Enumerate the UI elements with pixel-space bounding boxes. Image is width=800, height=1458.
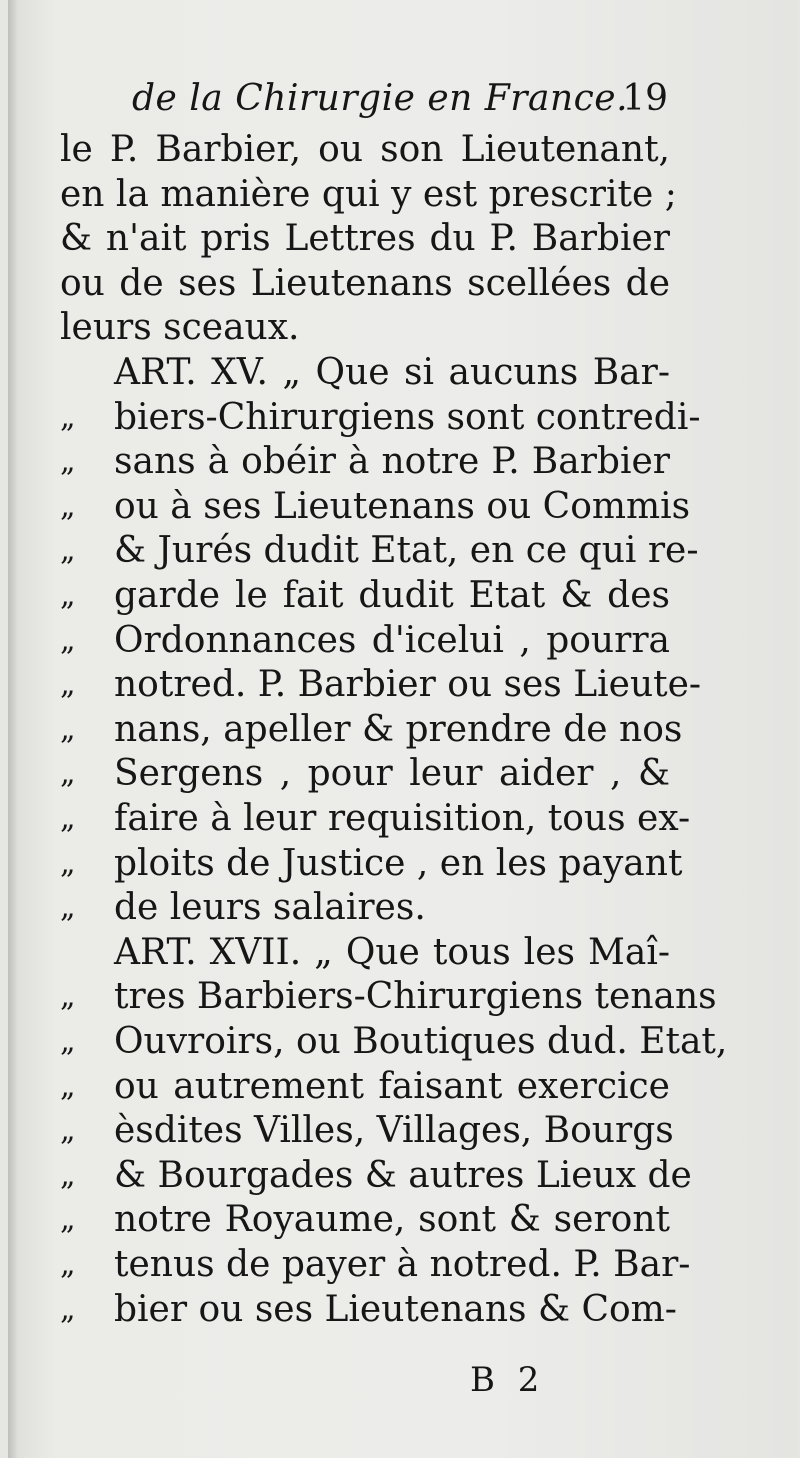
quote-mark: „ [60, 890, 74, 926]
line-text: biers-Chirurgiens sont contredi- [114, 396, 701, 438]
running-head [8, 78, 798, 128]
line-text: garde le fait dudit Etat & des [114, 575, 670, 616]
text-line [8, 886, 798, 930]
text-line [8, 1020, 798, 1064]
line-text: & Jurés dudit Etat, en ce qui re- [114, 530, 699, 572]
line-text: & Bourgades & autres Lieux de [114, 1154, 692, 1196]
text-line [8, 797, 798, 841]
text-line [8, 708, 798, 752]
quote-mark: „ [60, 1291, 74, 1327]
quote-mark: „ [60, 1113, 74, 1149]
line-text: Ouvroirs, ou Boutiques dud. Etat, [114, 1021, 728, 1062]
text-line [8, 351, 798, 395]
text-line [8, 1109, 798, 1153]
text-line [8, 306, 798, 350]
line-text: notred. P. Barbier ou ses Lieute- [114, 664, 702, 706]
line-text: leurs sceaux. [60, 307, 300, 349]
line-text: & n'ait pris Lettres du P. Barbier [60, 218, 670, 260]
quote-mark: „ [60, 578, 74, 613]
text-line [8, 128, 798, 172]
line-text: notre Royaume, sont & seront [114, 1199, 670, 1241]
text-line [8, 1288, 798, 1332]
line-text: èsdites Villes, Villages, Bourgs [114, 1110, 674, 1152]
line-text: ou à ses Lieutenans ou Commis [114, 485, 691, 527]
text-line [8, 931, 798, 975]
quote-mark: „ [60, 444, 74, 480]
line-text: ART. XV. „ Que si aucuns Bar- [114, 352, 670, 393]
line-text: tres Barbiers-Chirurgiens tenans [114, 976, 717, 1018]
page-number: 19 [622, 78, 668, 119]
line-text: bier ou ses Lieutenans & Com- [114, 1288, 677, 1330]
line-text: le P. Barbier, ou son Lieutenant, [60, 129, 670, 170]
quote-mark: „ [60, 1024, 74, 1059]
text-line [8, 262, 798, 306]
quote-mark: „ [60, 756, 74, 792]
text-line [8, 619, 798, 663]
line-text: sans à obéir à notre P. Barbier [114, 441, 670, 483]
text-line [8, 752, 798, 796]
quote-mark: „ [60, 1157, 74, 1193]
line-text: faire à leur requisition, tous ex- [114, 798, 691, 839]
text-line [8, 440, 798, 484]
text-line [8, 663, 798, 707]
line-text: de leurs salaires. [114, 887, 426, 929]
quote-mark: „ [60, 488, 74, 524]
line-text: tenus de payer à notred. P. Bar- [114, 1244, 691, 1285]
running-title: de la Chirurgie en France. [132, 78, 629, 119]
text-line [8, 842, 798, 886]
line-text: Sergens , pour leur aider , & [114, 753, 670, 795]
quote-mark: „ [60, 711, 74, 747]
text-line [8, 1243, 798, 1287]
line-text: en la manière qui y est prescrite ; [60, 173, 677, 215]
line-text: ploits de Justice , en les payant [114, 842, 683, 884]
text-line [8, 1065, 798, 1109]
line-text: ART. XVII. „ Que tous les Maî- [114, 931, 670, 973]
quote-mark: „ [60, 845, 74, 881]
quote-mark: „ [60, 801, 74, 836]
text-line [8, 217, 798, 261]
book-page [8, 0, 798, 1458]
text-line [8, 574, 798, 618]
text-line [8, 529, 798, 573]
quote-mark: „ [60, 1202, 74, 1238]
quote-mark: „ [60, 622, 74, 658]
text-line [8, 975, 798, 1019]
quote-mark: „ [60, 979, 74, 1015]
text-line [8, 1154, 798, 1198]
signature-mark: B 2 [470, 1360, 546, 1400]
line-text: ou autrement faisant exercice [114, 1065, 670, 1107]
quote-mark: „ [60, 399, 74, 435]
line-text: nans, apeller & prendre de nos [114, 708, 683, 750]
quote-mark: „ [60, 1247, 74, 1282]
text-line [8, 173, 798, 217]
quote-mark: „ [60, 533, 74, 569]
line-text: ou de ses Lieutenans scellées de [60, 262, 670, 304]
text-line [8, 1198, 798, 1242]
text-line [8, 485, 798, 529]
quote-mark: „ [60, 1068, 74, 1104]
quote-mark: „ [60, 667, 74, 703]
text-line [8, 396, 798, 440]
line-text: Ordonnances d'icelui , pourra [114, 619, 670, 661]
